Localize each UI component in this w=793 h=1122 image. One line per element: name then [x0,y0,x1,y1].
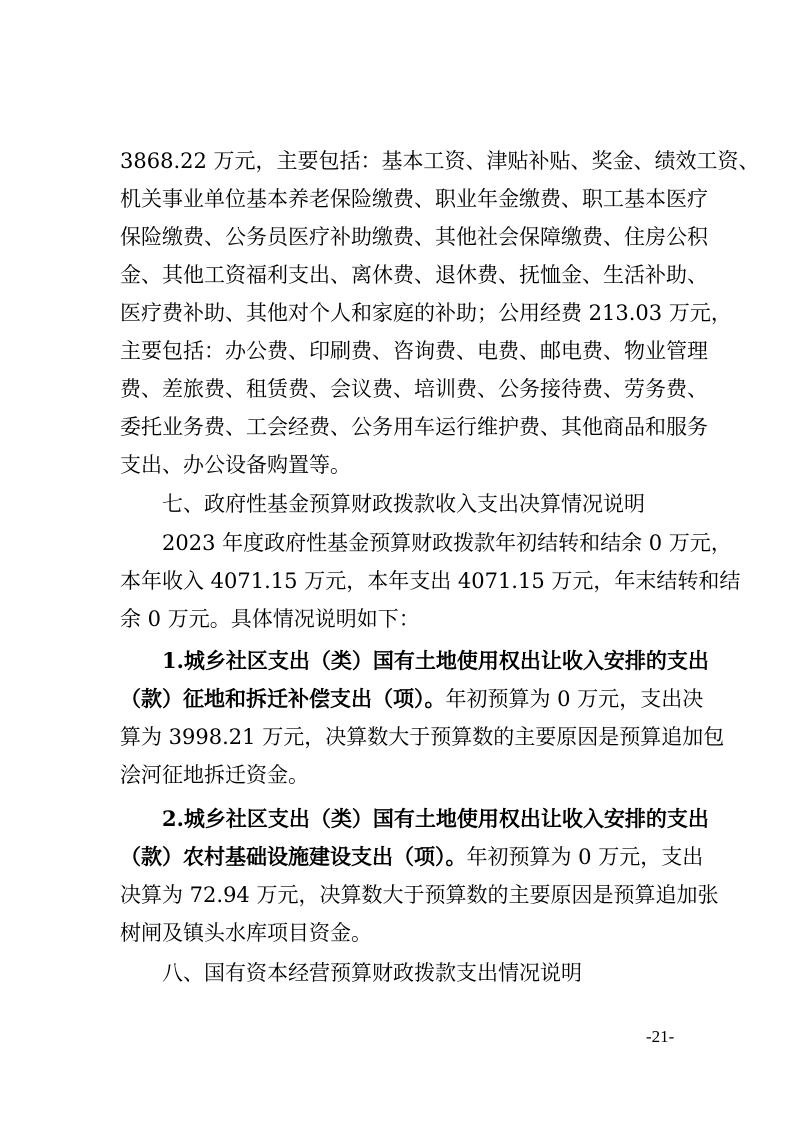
item-2-heading-line: 2.城乡社区支出（类）国有土地使用权出让收入安排的支出 [162,806,709,831]
item-1-line: 算为 3998.21 万元，决算数大于预算数的主要原因是预算追加包 [120,725,725,749]
body-paragraph-line: 本年收入 4071.15 万元，本年支出 4071.15 万元，年末结转和结 [120,569,741,593]
body-paragraph-line: 费、差旅费、租赁费、会议费、培训费、公务接待费、劳务费、 [120,377,708,401]
item-1-heading-line: 1.城乡社区支出（类）国有土地使用权出让收入安排的支出 [162,648,709,673]
body-paragraph-line: 委托业务费、工会经费、公务用车运行维护费、其他商品和服务 [120,415,708,439]
item-1-line: 浍河征地拆迁资金。 [120,763,309,787]
body-paragraph-line: 主要包括：办公费、印刷费、咨询费、电费、邮电费、物业管理 [120,339,708,363]
item-1-text: 年初预算为 0 万元，支出决 [445,687,704,711]
body-paragraph-line: 余 0 万元。具体情况说明如下： [120,607,420,631]
body-paragraph-line: 金、其他工资福利支出、离休费、退休费、抚恤金、生活补助、 [120,263,708,287]
body-paragraph-line: 保险缴费、公务员医疗补助缴费、其他社会保障缴费、住房公积 [120,225,708,249]
page-number: -21- [646,1027,675,1046]
item-2-line: 决算为 72.94 万元，决算数大于预算数的主要原因是预算追加张 [120,883,719,907]
section-heading-7: 七、政府性基金预算财政拨款收入支出决算情况说明 [162,492,645,516]
item-2-title-tail: （款）农村基础设施建设支出（项）。 [120,844,467,869]
item-2-text: 年初预算为 0 万元，支出 [466,845,704,869]
item-1-title-tail: （款）征地和拆迁补偿支出（项）。 [120,686,446,711]
body-paragraph-line: 3868.22 万元，主要包括：基本工资、津贴补贴、奖金、绩效工资、 [120,149,760,173]
section-heading-8: 八、国有资本经营预算财政拨款支出情况说明 [162,961,582,985]
item-1-line [0,684,793,714]
body-paragraph-line: 2023 年度政府性基金预算财政拨款年初结转和结余 0 万元， [162,531,732,555]
body-paragraph-line: 支出、办公设备购置等。 [120,453,351,477]
body-paragraph-line: 医疗费补助、其他对个人和家庭的补助；公用经费 213.03 万元， [120,301,732,325]
body-paragraph-line: 机关事业单位基本养老保险缴费、职业年金缴费、职工基本医疗 [120,187,708,211]
item-2-line [0,842,793,872]
item-2-line: 树闸及镇头水库项目资金。 [120,921,372,945]
